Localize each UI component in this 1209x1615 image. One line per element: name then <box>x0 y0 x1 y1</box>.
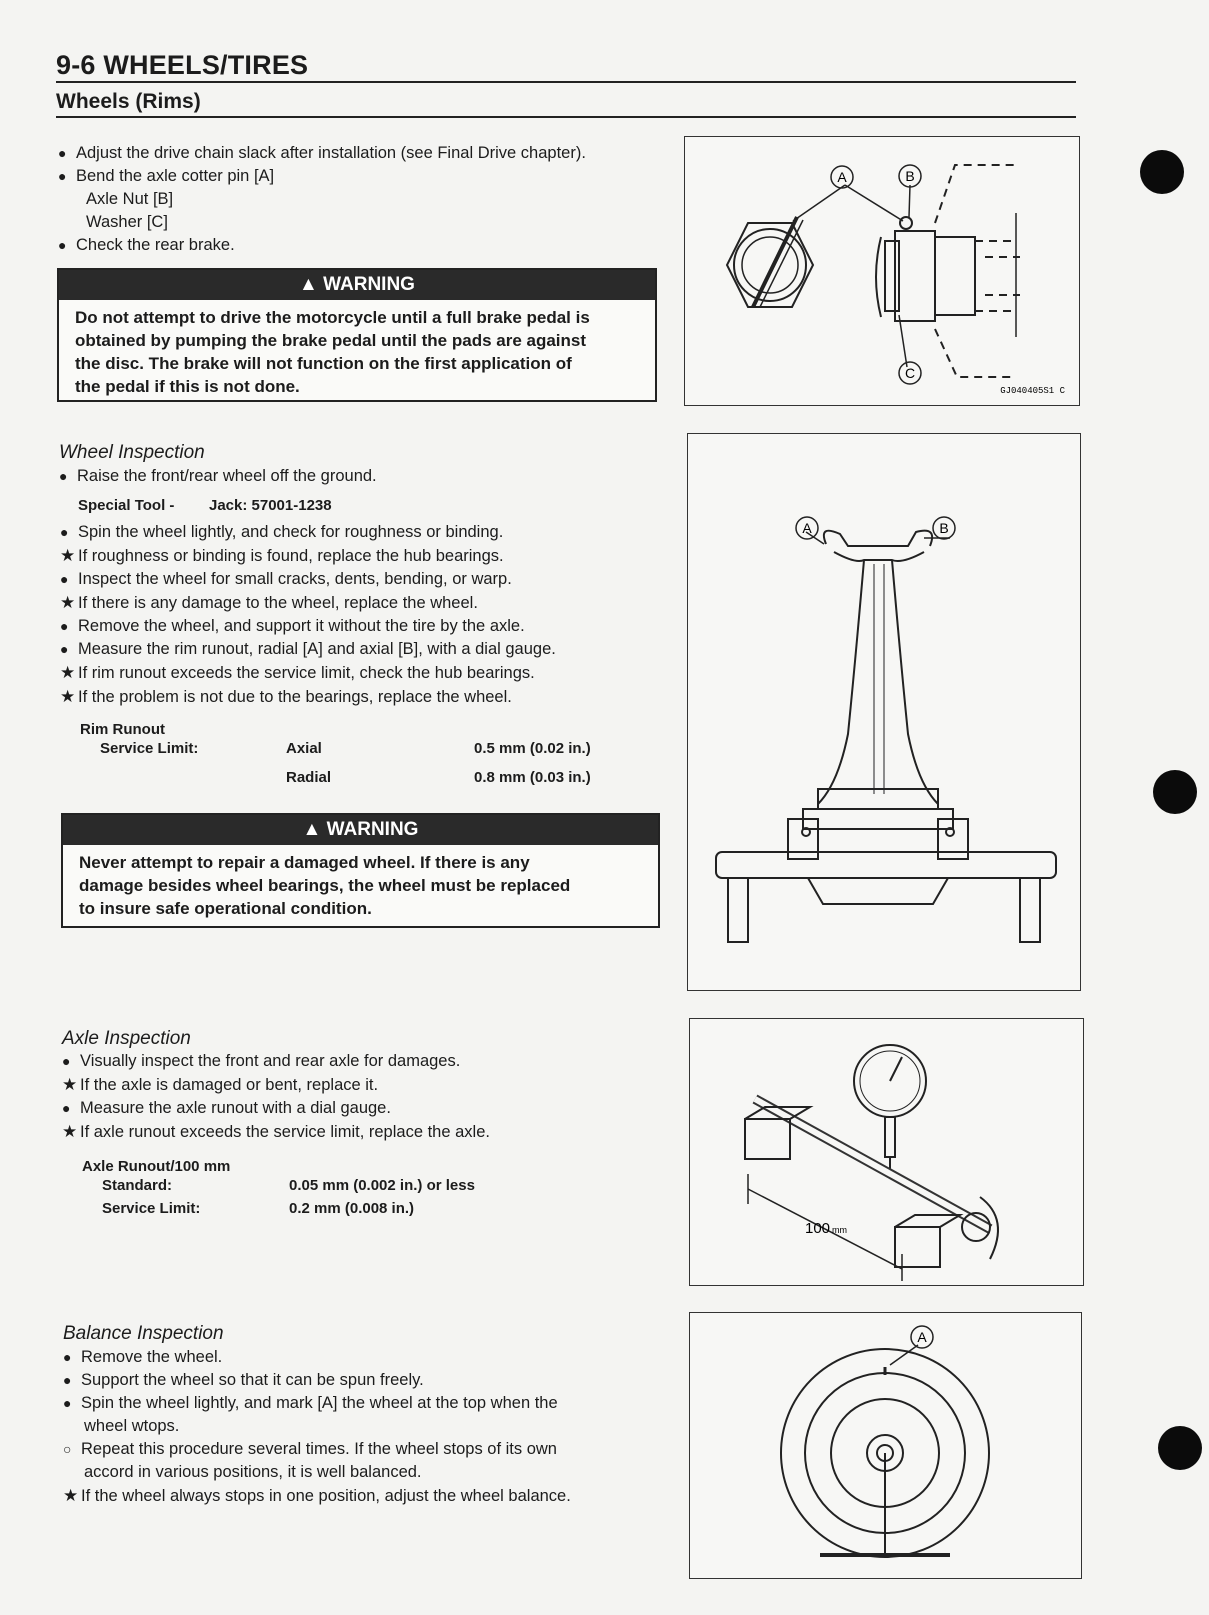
star-icon: ★ <box>60 687 76 706</box>
bullet-icon: ● <box>58 237 67 253</box>
list-item: accord in various positions, it is well balanced. <box>84 1463 422 1481</box>
bullet-icon: ● <box>60 618 69 634</box>
list-item: ● Support the wheel so that it can be spun freely. <box>63 1369 571 1392</box>
axle-inspection-list <box>62 1050 490 1144</box>
callout-a: A <box>802 520 812 536</box>
spec-value-service-limit: 0.2 mm (0.008 in.) <box>289 1200 415 1217</box>
bullet-icon: ● <box>63 1372 72 1388</box>
section-title: Wheels (Rims) <box>56 90 201 113</box>
list-item: ● Raise the front/rear wheel off the ground. <box>59 465 377 488</box>
star-icon: ★ <box>60 663 76 682</box>
list-item: ★ If roughness or binding is found, replace the hub bearings. <box>60 546 504 565</box>
warning-text: Never attempt to repair a damaged wheel. If there is any damage besides wheel bearings, the wheel must be replaced to insure safe operational condition. <box>79 853 571 918</box>
bullet-icon: ● <box>63 1349 72 1365</box>
figure-code: GJ040405S1 C <box>1000 386 1065 396</box>
star-icon: ★ <box>63 1486 79 1505</box>
wheel-inspection-list <box>60 521 556 709</box>
list-item: ● Remove the wheel, and support it without the tire by the axle. <box>60 615 556 638</box>
axle-runout-illustration <box>690 1019 1083 1285</box>
subsection-title-balance: Balance Inspection <box>63 1323 224 1344</box>
bullet-icon: ● <box>58 145 67 161</box>
spec-value-axial: 0.5 mm (0.02 in.) <box>474 740 591 757</box>
bullet-icon: ● <box>62 1053 71 1069</box>
chapter-title: 9-6 WHEELS/TIRES <box>56 50 309 80</box>
callout-b: B <box>939 520 949 536</box>
bullet-icon: ● <box>60 571 69 587</box>
figure-wheel-balance <box>689 1312 1082 1579</box>
balance-inspection-list <box>63 1346 571 1508</box>
spec-value-standard: 0.05 mm (0.002 in.) or less <box>289 1177 475 1194</box>
star-icon: ★ <box>60 546 76 565</box>
figure-rim-runout <box>687 433 1081 991</box>
star-icon: ★ <box>60 593 76 612</box>
list-item: ○ Repeat this procedure several times. If the wheel stops of its own <box>63 1438 571 1461</box>
list-item: ● Spin the wheel lightly, and mark [A] the wheel at the top when the <box>63 1392 571 1415</box>
list-item: ● Remove the wheel. <box>63 1346 571 1369</box>
figure-axle-runout <box>689 1018 1084 1286</box>
spec-label-service-limit: Service Limit: <box>100 740 199 757</box>
spec-label-service-limit: Service Limit: <box>102 1200 201 1217</box>
subsection-title-axle: Axle Inspection <box>62 1028 191 1049</box>
bullet-icon: ● <box>59 468 68 484</box>
callout-b: B <box>905 168 915 184</box>
dimension-unit: mm <box>832 1225 847 1235</box>
list-item: ● Spin the wheel lightly, and check for roughness or binding. <box>60 521 556 544</box>
bullet-icon: ● <box>62 1100 71 1116</box>
warning-box-wheel-repair <box>61 813 660 928</box>
spec-title-axle-runout: Axle Runout/100 mm <box>82 1158 231 1175</box>
bullet-icon: ● <box>60 641 69 657</box>
spec-name-radial: Radial <box>286 769 332 786</box>
list-item: ★ If the axle is damaged or bent, replace it. <box>62 1075 379 1094</box>
list-item: ● Check the rear brake. <box>58 234 586 257</box>
subsection-title-wheel: Wheel Inspection <box>59 442 205 463</box>
callout-a: A <box>837 169 847 185</box>
install-list <box>58 142 586 257</box>
list-item: ★ If rim runout exceeds the service limit, check the hub bearings. <box>60 663 535 682</box>
list-item: ★ If there is any damage to the wheel, replace the wheel. <box>60 593 478 612</box>
warning-triangle-icon: ▲ <box>302 819 322 840</box>
list-item: ★ If the problem is not due to the bearings, replace the wheel. <box>60 687 512 706</box>
list-item: ● Measure the rim runout, radial [A] and axial [B], with a dial gauge. <box>60 638 556 661</box>
list-item: ★ If axle runout exceeds the service limit, replace the axle. <box>62 1122 490 1141</box>
binder-hole <box>1153 770 1197 814</box>
special-tool-label: Special Tool - <box>78 497 175 514</box>
axle-nut-illustration <box>685 137 1079 405</box>
list-item: wheel wtops. <box>84 1417 180 1435</box>
warning-text: Do not attempt to drive the motorcycle until a full brake pedal is obtained by pumping the brake pedal until the pads are against the disc. The brake will not function on the first application of the pedal if this is not done. <box>75 308 590 396</box>
list-item: ● Inspect the wheel for small cracks, dents, bending, or warp. <box>60 568 556 591</box>
bullet-icon: ● <box>58 168 67 184</box>
callout-c: C <box>904 365 916 381</box>
warning-header: ▲ WARNING <box>59 270 655 300</box>
spec-value-radial: 0.8 mm (0.03 in.) <box>474 769 591 786</box>
binder-hole <box>1158 1426 1202 1470</box>
list-item: Axle Nut [B] <box>86 190 174 208</box>
special-tool-value: Jack: 57001-1238 <box>209 497 332 514</box>
spec-label-standard: Standard: <box>102 1177 173 1194</box>
dimension-value: 100 <box>805 1220 831 1237</box>
spec-title-rim-runout: Rim Runout <box>80 721 165 738</box>
list-item: ● Measure the axle runout with a dial gauge. <box>62 1097 490 1120</box>
list-item: Washer [C] <box>86 213 168 231</box>
list-item: ● Adjust the drive chain slack after installation (see Final Drive chapter). <box>58 142 586 165</box>
bullet-icon: ● <box>63 1395 72 1411</box>
spec-name-axial: Axial <box>286 740 322 757</box>
bullet-icon: ● <box>60 524 69 540</box>
list-item: ● Bend the axle cotter pin [A] <box>58 165 586 188</box>
list-item: ★ If the wheel always stops in one position, adjust the wheel balance. <box>63 1486 571 1505</box>
warning-triangle-icon: ▲ <box>299 274 318 295</box>
wheel-balance-illustration <box>690 1313 1081 1578</box>
warning-box-brake <box>57 268 657 402</box>
figure-axle-nut <box>684 136 1080 406</box>
rim-runout-illustration <box>688 434 1080 990</box>
binder-hole <box>1140 150 1184 194</box>
warning-header: ▲ WARNING <box>63 815 658 845</box>
circle-icon: ○ <box>63 1441 72 1457</box>
star-icon: ★ <box>62 1075 78 1094</box>
section-rule <box>56 116 1076 118</box>
star-icon: ★ <box>62 1122 78 1141</box>
header-rule <box>56 81 1076 83</box>
list-item: ● Visually inspect the front and rear axle for damages. <box>62 1050 490 1073</box>
callout-a: A <box>917 1329 927 1345</box>
